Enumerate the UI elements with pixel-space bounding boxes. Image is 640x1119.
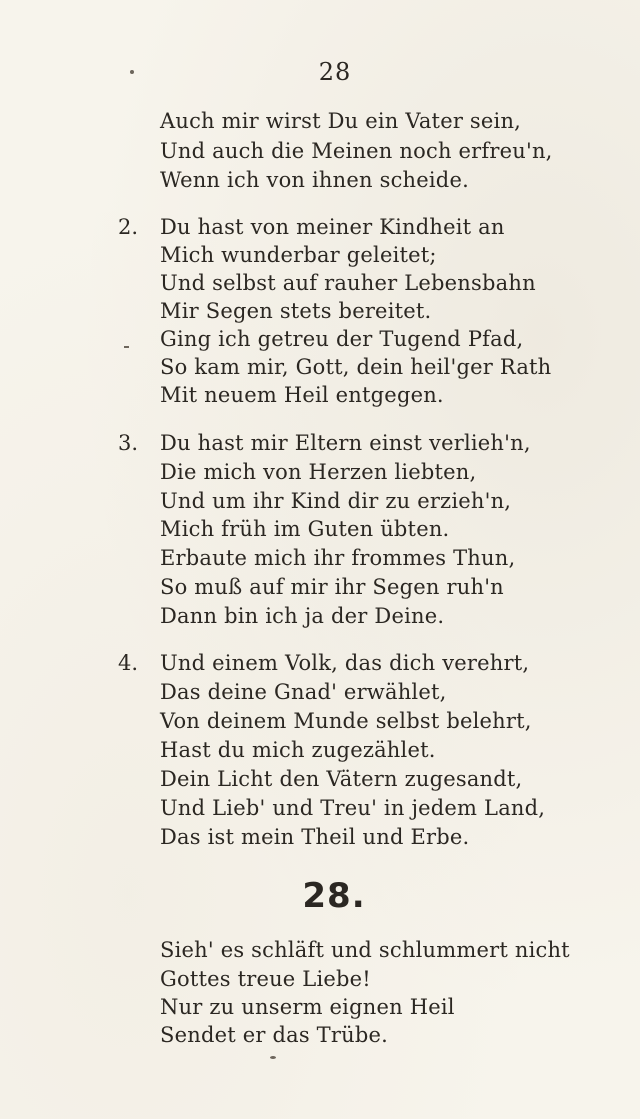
margin-dash — [124, 346, 129, 348]
verse-line: Mit neuem Heil entgegen. — [160, 383, 444, 407]
hymn-number: 28. — [302, 876, 366, 916]
verse-line: Du hast von meiner Kindheit an — [160, 215, 505, 239]
verse-line: Die mich von Herzen liebten, — [160, 460, 477, 484]
verse-line: Das ist mein Theil und Erbe. — [160, 825, 470, 849]
verse-line: Nur zu unserm eignen Heil — [160, 995, 455, 1019]
stanza-number: 4. — [118, 651, 139, 675]
verse-line: Und auch die Meinen noch erfreu'n, — [160, 139, 553, 163]
verse-line: Und um ihr Kind dir zu erzieh'n, — [160, 489, 512, 513]
verse-line: Ging ich getreu der Tugend Pfad, — [160, 327, 524, 351]
verse-line: Du hast mir Eltern einst verlieh'n, — [160, 431, 531, 455]
margin-dot — [270, 1056, 276, 1059]
verse-line: Dann bin ich ja der Deine. — [160, 604, 445, 628]
verse-line: Sendet er das Trübe. — [160, 1023, 388, 1047]
verse-line: Auch mir wirst Du ein Vater sein, — [160, 109, 522, 133]
verse-line: Dein Licht den Vätern zugesandt, — [160, 767, 523, 791]
stanza-number: 2. — [118, 215, 139, 239]
verse-line: Und einem Volk, das dich verehrt, — [160, 651, 530, 675]
verse-line: Wenn ich von ihnen scheide. — [160, 168, 469, 192]
stanza-number: 3. — [118, 431, 139, 455]
verse-line: Das deine Gnad' erwählet, — [160, 680, 447, 704]
verse-line: Mir Segen stets bereitet. — [160, 299, 432, 323]
verse-line: Sieh' es schläft und schlummert nicht — [160, 938, 570, 962]
verse-line: Von deinem Munde selbst belehrt, — [160, 709, 532, 733]
verse-line: Gottes treue Liebe! — [160, 967, 371, 991]
page-number: 28 — [318, 58, 352, 86]
verse-line: Mich wunderbar geleitet; — [160, 243, 437, 267]
verse-line: Und selbst auf rauher Lebensbahn — [160, 271, 536, 295]
verse-line: Mich früh im Guten übten. — [160, 517, 450, 541]
verse-line: Hast du mich zugezählet. — [160, 738, 436, 762]
verse-line: Und Lieb' und Treu' in jedem Land, — [160, 796, 546, 820]
verse-line: Erbaute mich ihr frommes Thun, — [160, 546, 516, 570]
verse-line: So muß auf mir ihr Segen ruh'n — [160, 575, 504, 599]
verse-line: So kam mir, Gott, dein heil'ger Rath — [160, 355, 552, 379]
